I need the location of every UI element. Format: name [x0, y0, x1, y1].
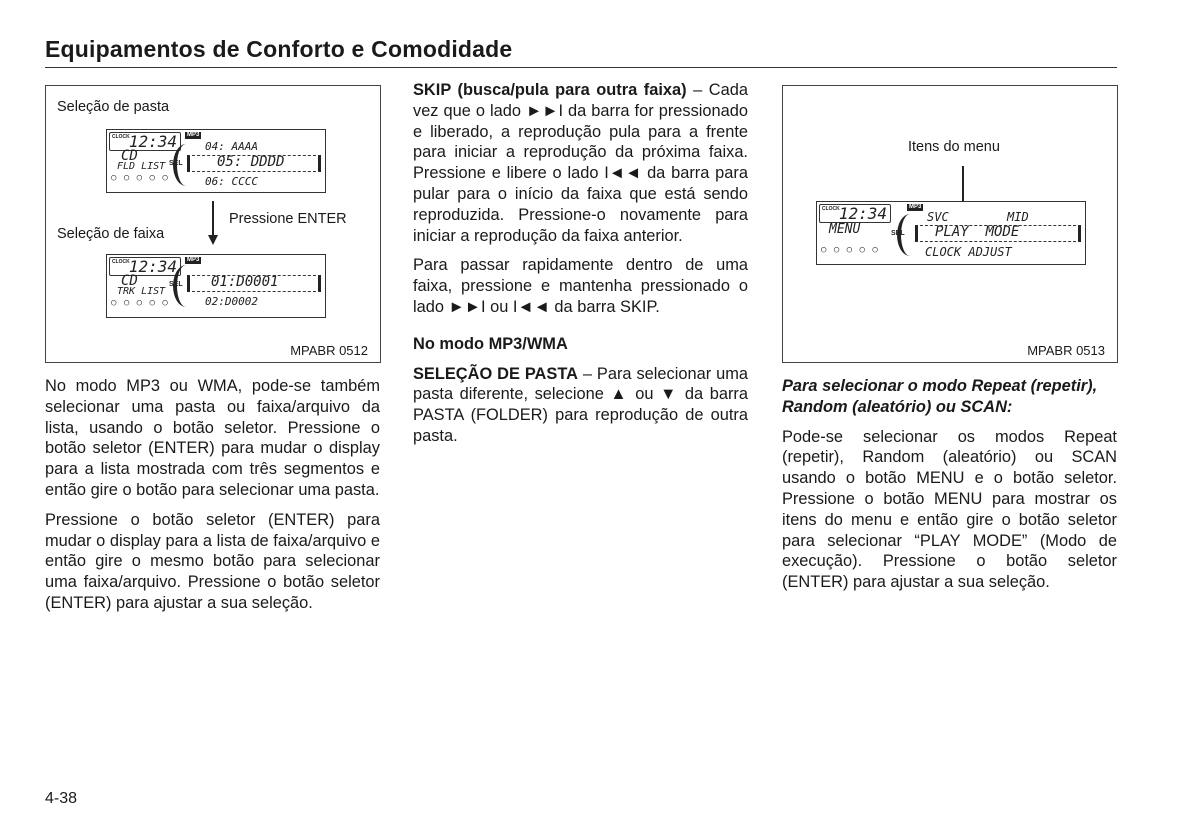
- paragraph: Para passar rapidamente dentro de uma faixa, pressione e mantenha pressionado o lado ►►I ou I◄◄ da barra SKIP.: [413, 256, 748, 316]
- sel-label: SEL: [169, 281, 183, 288]
- mp3-badge: MP3: [909, 204, 922, 210]
- section-heading: Para selecionar o modo Repeat (repetir), Random (aleatório) ou SCAN:: [782, 377, 1098, 416]
- sel-label: SEL: [891, 230, 905, 237]
- paragraph: Pode-se selecionar os modos Repeat (repetir), Random (aleatório) ou SCAN usando o botão MENU e o botão seletor. Pressione o botão MENU para mostrar os itens do menu e então gire o botão seletor para selecionar “PLAY MODE” (Modo de execução). Pressione o botão seletor (ENTER) para ajustar a sua seleção.: [782, 427, 1117, 592]
- sel-label: SEL: [169, 160, 183, 167]
- figure-code: MPABR 0513: [1027, 343, 1105, 358]
- time-value: 12:34: [128, 132, 177, 151]
- list-line-2: 05: DDDD: [217, 154, 285, 170]
- preset-dots: ○ ○ ○ ○ ○: [111, 173, 169, 183]
- header-divider: [45, 67, 1117, 68]
- figure-folder-track-selection: [45, 85, 381, 363]
- down-arrow-icon: [212, 201, 214, 237]
- section-heading: No modo MP3/WMA: [413, 334, 568, 353]
- clock-display: [819, 204, 891, 223]
- source-text: CD: [121, 273, 138, 289]
- right-column: [782, 376, 1117, 602]
- source-text: CD: [121, 148, 138, 164]
- list-line-3: 06: CCCC: [205, 175, 258, 188]
- list-line-2: 01:D0001: [211, 274, 279, 290]
- middle-column: [413, 80, 748, 456]
- mode-text: TRK LIST: [117, 286, 166, 297]
- list-line-1: 04: AAAA: [205, 140, 258, 153]
- figure-code: MPABR 0512: [290, 343, 368, 358]
- mp3-badge: MP3: [187, 257, 200, 263]
- folder-text: – Para selecionar uma pasta diferente, selecione ▲ ou ▼ da barra PASTA (FOLDER) para reprodução de outra pasta.: [413, 364, 748, 445]
- time-value: 12:34: [128, 257, 177, 276]
- clock-display: [109, 257, 181, 276]
- mp3-badge: MP3: [187, 132, 200, 138]
- source-text: MENU: [829, 222, 861, 237]
- clock-label: CLOCK: [112, 134, 130, 140]
- menu-item-mid: MID: [1007, 210, 1029, 224]
- left-column: [45, 376, 380, 623]
- label-track-selection: Seleção de faixa: [57, 226, 165, 242]
- skip-title: SKIP (busca/pula para outra faixa): [413, 81, 687, 99]
- clock-label: CLOCK: [822, 206, 840, 212]
- paragraph-folder: [413, 364, 748, 447]
- label-menu-items: Itens do menu: [908, 139, 1000, 155]
- paragraph: No modo MP3 ou WMA, pode-se também selecionar uma pasta ou faixa/arquivo da lista, usando o botão seletor. Pressione o botão seletor (ENTER) para mudar o display para a lista mostrada com três segmentos e então gire o botão para selecionar uma pasta.: [45, 377, 380, 499]
- lcd-menu: [816, 201, 1086, 265]
- folder-title: SELEÇÃO DE PASTA: [413, 364, 578, 383]
- mode-text: FLD LIST: [117, 161, 166, 172]
- page-number: 4-38: [45, 790, 78, 807]
- page-title: Equipamentos de Conforto e Comodidade: [45, 36, 513, 62]
- menu-item-svc: SVC: [927, 210, 949, 224]
- clock-label: CLOCK: [112, 259, 130, 265]
- time-value: 12:34: [838, 204, 887, 223]
- clock-display: [109, 132, 181, 151]
- label-folder-selection: Seleção de pasta: [57, 99, 170, 115]
- menu-item-clock-adjust: CLOCK ADJUST: [925, 245, 1012, 259]
- figure-menu-items: [782, 85, 1118, 363]
- label-press-enter: Pressione ENTER: [229, 211, 347, 227]
- menu-item-play-mode: PLAY MODE: [935, 224, 1020, 240]
- paragraph: Pressione o botão seletor (ENTER) para mudar o display para a lista de faixa/arquivo e então gire o mesmo botão para selecionar uma faixa/arquivo. Pressione o botão seletor (ENTER) para ajustar a sua seleção.: [45, 510, 380, 612]
- paragraph-skip: [413, 80, 748, 246]
- skip-text: – Cada vez que o lado ►►I da barra for pressionado e liberado, a reprodução pula para a frente para iniciar a reprodução da próxima faixa. Pressione e libere o lado I◄◄ da barra para pular para o início da faixa que está sendo reproduzida. Pressione-o novamente para iniciar a reprodução da faixa anterior.: [413, 81, 748, 245]
- lcd-track-list: [106, 254, 326, 318]
- preset-dots: ○ ○ ○ ○ ○: [111, 298, 169, 308]
- lcd-folder-list: [106, 129, 326, 193]
- preset-dots: ○ ○ ○ ○ ○: [821, 245, 879, 255]
- list-line-3: 02:D0002: [205, 295, 258, 308]
